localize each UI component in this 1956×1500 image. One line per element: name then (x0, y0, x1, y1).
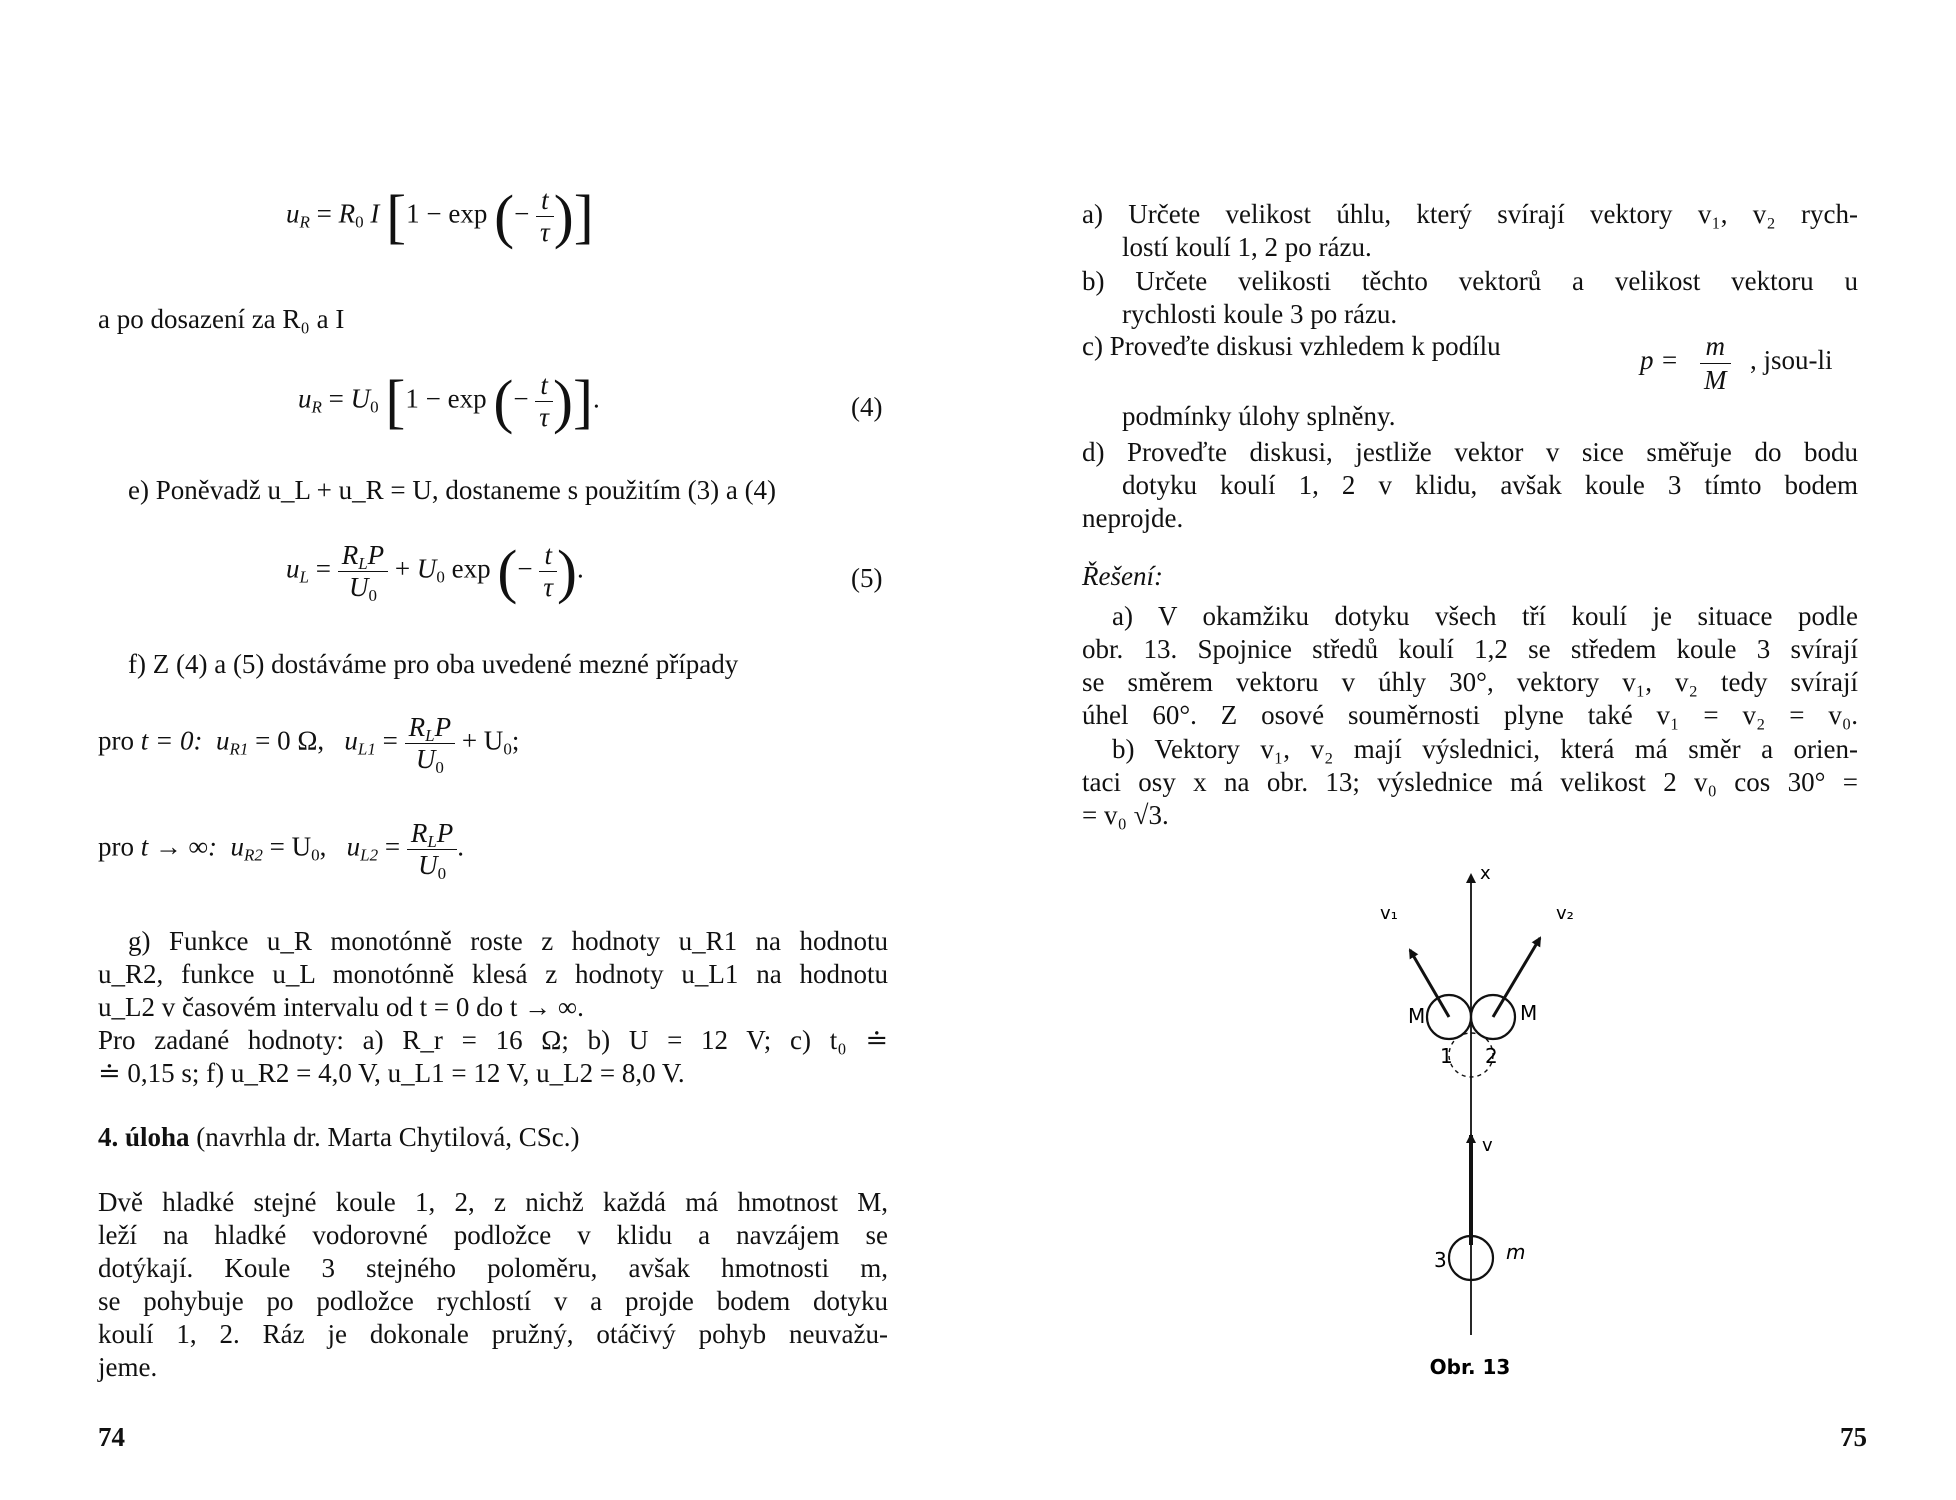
task-text-line: se pohybuje po podložce rychlostí v a projde bodem dotyku (98, 1286, 888, 1316)
task-text-line: dotýkají. Koule 3 stejného poloměru, avšak hmotnosti m, (98, 1253, 888, 1283)
item-d-line: neprojde. (1082, 503, 1184, 533)
label-m-left: M (1408, 1004, 1426, 1028)
item-b-line: rychlosti koule 3 po rázu. (1122, 299, 1398, 329)
task-text-line: Dvě hladké stejné koule 1, 2, z nichž každá má hmotnost M, (98, 1187, 888, 1217)
figure-13 (1300, 855, 1640, 1395)
equation-ur-r0: $u_R = R_0$ I [1 − exp (− $\frac{t}{\tau}$ )] (286, 183, 594, 250)
task-text-line: leží na hladké vodorovné podložce v klidu a navzájem se (98, 1220, 888, 1250)
solution-a-line: se směrem vektoru v úhly 30°, vektory v₁, v₂ tedy svírají (1082, 667, 1858, 697)
equation-4: $u_R = U_0$ [1 − exp (− $\frac{t}{\tau}$ )]. (298, 368, 600, 435)
item-g-line: ≐ 0,15 s; f) u_R2 = 4,0 V, u_L1 = 12 V, u_L2 = 8,0 V. (98, 1058, 685, 1088)
case-t-zero: pro t = 0: $u_{R1} = 0$ Ω, $u_{L1}$ = $\frac{R_LP}{U_0}$ + $U_0$; (98, 712, 520, 777)
item-d-line: dotyku koulí 1, 2 v klidu, avšak koule 3 tímto bodem (1122, 470, 1858, 500)
label-v1: v₁ (1380, 903, 1398, 924)
item-a-line: lostí koulí 1, 2 po rázu. (1122, 232, 1372, 262)
solution-b-line: b) Vektory v₁, v₂ mají výslednici, která má směr a orien- (1112, 734, 1858, 764)
solution-b-line: = v₀ √3. (1082, 800, 1169, 830)
item-g-line: g) Funkce u_R monotónně roste z hodnoty u_R1 na hodnotu (128, 926, 888, 956)
item-b-line: b) Určete velikosti těchto vektorů a velikost vektoru u (1082, 266, 1858, 296)
label-v: v (1482, 1135, 1493, 1156)
item-b (1082, 265, 1858, 331)
item-g-line: u_R2, funkce u_L monotónně klesá z hodnoty u_L1 na hodnotu (98, 959, 888, 989)
right-page (978, 0, 1956, 1500)
task-heading: 4. úloha (navrhla dr. Marta Chytilová, CSc.) (98, 1122, 580, 1152)
item-d (1082, 436, 1858, 535)
equation-5: $u_L$ = $\frac{R_LP}{U_0}$ + $U_0$ exp (− $\frac{t}{\tau}$ ). (286, 538, 584, 605)
label-2: 2 (1485, 1044, 1498, 1068)
equation-number-5: (5) (851, 563, 883, 593)
solution-a (1082, 600, 1858, 732)
item-a-line: a) Určete velikost úhlu, který svírají vektory v₁, v₂ rych- (1082, 199, 1858, 229)
solution-a-line: obr. 13. Spojnice středů koulí 1,2 se středem koule 3 svírají (1082, 634, 1858, 664)
label-3: 3 (1434, 1248, 1447, 1272)
label-1: 1 (1440, 1044, 1453, 1068)
label-m-right: M (1520, 1001, 1538, 1025)
equation-number-4: (4) (851, 392, 883, 422)
solution-a-line: a) V okamžiku dotyku všech tří koulí je situace podle (1112, 601, 1858, 631)
item-c-line2: podmínky úlohy splněny. (1122, 401, 1396, 431)
item-c: c) Proveďte diskusi vzhledem k podílu p = $\frac{m}{M}$ , jsou-li podmínky úlohy splněny. (1082, 330, 1858, 433)
solution-label: Řešení: (1082, 561, 1163, 591)
case-t-infinity: pro t → ∞: $u_{R2} = U_0$, $u_{L2}$ = $\frac{R_LP}{U_0}$ . (98, 818, 465, 883)
label-m-small: m (1506, 1240, 1526, 1264)
solution-a-line: úhel 60°. Z osové souměrnosti plyne také v₁ = v₂ = v₀. (1082, 700, 1858, 730)
solution-b-line: taci osy x na obr. 13; výslednice má velikost 2 v₀ cos 30° = (1082, 767, 1858, 797)
item-g-line: u_L2 v časovém intervalu od t = 0 do t → ∞. (98, 992, 584, 1022)
item-f: f) Z (4) a (5) dostáváme pro oba uvedené mezné případy (128, 649, 739, 679)
task-text-line: koulí 1, 2. Ráz je dokonale pružný, otáčivý pohyb neuvažu- (98, 1319, 888, 1349)
item-g (98, 925, 888, 1090)
item-e: e) Poněvadž u_L + u_R = U, dostaneme s použitím (3) a (4) (128, 475, 777, 505)
substitution-text: a po dosazení za R₀ a I (98, 304, 345, 334)
solution-b (1082, 733, 1858, 832)
item-g-line: Pro zadané hodnoty: a) R_r = 16 Ω; b) U = 12 V; c) t₀ ≐ (98, 1025, 888, 1055)
item-a (1082, 198, 1858, 264)
page-number-right: 75 (1840, 1422, 1867, 1452)
task-text-line: jeme. (98, 1352, 158, 1382)
page-number-left: 74 (98, 1422, 125, 1452)
task-text (98, 1186, 888, 1384)
item-d-line: d) Proveďte diskusi, jestliže vektor v sice směřuje do bodu (1082, 437, 1858, 467)
label-v2: v₂ (1556, 903, 1574, 924)
label-x: x (1480, 863, 1491, 884)
figure-caption: Obr. 13 (1429, 1355, 1511, 1379)
